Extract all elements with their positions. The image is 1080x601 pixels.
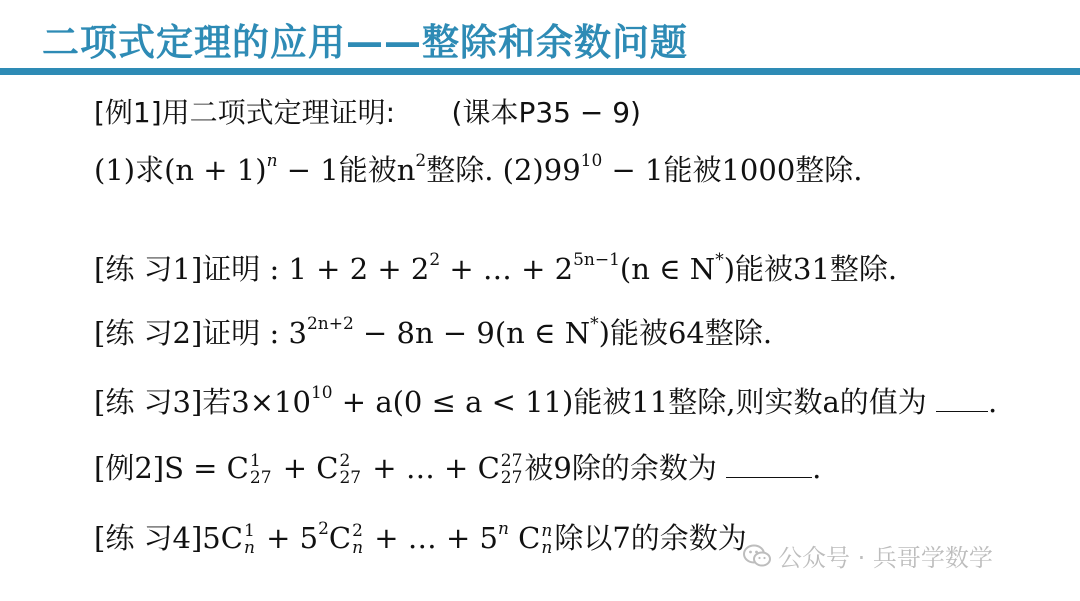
superscript: 2n+2: [306, 314, 354, 334]
text: − 1能被1000整除.: [602, 153, 863, 187]
combination-script: [244, 523, 255, 557]
combination-script: [250, 453, 272, 487]
combination-script: [501, 453, 523, 487]
text: .: [812, 451, 822, 485]
practice-4: [94, 520, 747, 557]
subscript: n: [352, 538, 364, 558]
subscript: 27: [500, 468, 523, 488]
superscript: 5n−1: [573, 250, 620, 270]
text: 被9除的余数为: [524, 451, 717, 485]
superscript: 1: [243, 521, 255, 541]
wechat-icon: [742, 543, 772, 575]
practice-2: [94, 315, 772, 351]
superscript: 1: [249, 451, 261, 471]
answer-blank: [936, 385, 988, 412]
example-1-body: [94, 152, 863, 188]
example-1-source: (课本P35 − 9): [451, 96, 641, 129]
subscript: n: [243, 538, 255, 558]
superscript: *: [590, 314, 599, 334]
text: [练 习2]证明 : 3: [94, 316, 307, 350]
text: − 8n − 9(n ∈ N: [353, 316, 591, 350]
text: [例2]S = C: [94, 451, 249, 485]
answer-blank: [726, 451, 812, 478]
text: [练 习1]证明 : 1 + 2 + 2: [94, 252, 430, 286]
text: (1)求(n + 1): [94, 153, 267, 187]
subscript: 27: [249, 468, 272, 488]
text: − 1能被n: [277, 153, 416, 187]
text: + a(0 ≤ a < 11)能被11整除,则实数a的值为: [332, 385, 927, 419]
superscript: 2: [339, 451, 351, 471]
combination-script: [541, 523, 552, 557]
superscript: 2: [415, 151, 427, 171]
text: [练 习3]若3×10: [94, 385, 311, 419]
text: + C: [273, 451, 339, 485]
page-title: 二项式定理的应用——整除和余数问题: [42, 21, 688, 64]
text: 除以7的余数为: [554, 521, 747, 555]
text: [练 习4]5C: [94, 521, 243, 555]
text: )能被31整除.: [723, 252, 898, 286]
superscript: 2: [429, 250, 441, 270]
superscript: 2: [352, 521, 363, 541]
text: 整除. (2)99: [426, 153, 581, 187]
superscript: n: [541, 521, 553, 541]
superscript: n: [497, 519, 509, 539]
text: + … + C: [363, 451, 500, 485]
superscript: 2: [318, 519, 329, 539]
example-1-heading: [94, 94, 641, 131]
practice-3: [94, 384, 997, 420]
superscript: 10: [580, 151, 603, 171]
superscript: 27: [500, 451, 523, 471]
text: (n ∈ N: [619, 252, 716, 286]
superscript: n: [266, 151, 278, 171]
text: + … + 5: [365, 521, 498, 555]
text: )能被64整除.: [598, 316, 773, 350]
text: .: [988, 385, 998, 419]
watermark-text: 公众号 · 兵哥学数学: [778, 544, 993, 572]
text: C: [328, 521, 352, 555]
text: + … + 2: [440, 252, 574, 286]
title-divider: [0, 68, 1080, 75]
watermark: [742, 538, 993, 575]
superscript: *: [715, 250, 724, 270]
combination-script: [352, 523, 363, 557]
example-1-label: [例1]用二项式定理证明:: [94, 96, 396, 129]
practice-1: [94, 251, 897, 287]
example-2: [94, 450, 821, 487]
superscript: 10: [310, 383, 333, 403]
text: C: [508, 521, 541, 555]
combination-script: [339, 453, 361, 487]
subscript: 27: [339, 468, 362, 488]
text: + 5: [256, 521, 319, 555]
subscript: n: [541, 538, 553, 558]
